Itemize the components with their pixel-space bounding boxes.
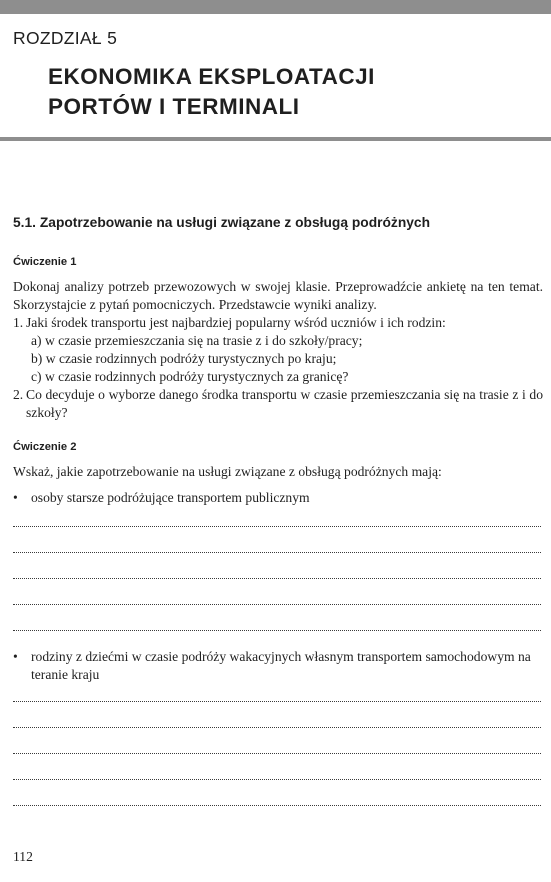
- answer-line[interactable]: [13, 552, 541, 553]
- exercise-1-heading: Ćwiczenie 1: [13, 256, 77, 268]
- answer-line[interactable]: [13, 779, 541, 780]
- answer-line[interactable]: [13, 701, 541, 702]
- bullet-item: [13, 489, 543, 507]
- chapter-title-line-2: PORTÓW I TERMINALI: [48, 94, 300, 119]
- top-decorative-bar: [0, 0, 551, 14]
- chapter-label: ROZDZIAŁ 5: [13, 28, 118, 48]
- question-number: 1.: [13, 315, 24, 330]
- chapter-divider: [0, 137, 551, 141]
- answer-line[interactable]: [13, 753, 541, 754]
- bullet-icon: •: [13, 490, 18, 505]
- sub-text: w czasie rodzinnych podróży turystycznych za granicę?: [44, 369, 349, 384]
- bullet-text: osoby starsze podróżujące transportem publicznym: [31, 490, 310, 505]
- bullet-text: rodziny z dziećmi w czasie podróży wakacyjnych własnym transportem samochodowym na teranie kraju: [31, 649, 531, 682]
- chapter-title: [48, 62, 375, 122]
- bullet-icon: •: [13, 649, 18, 664]
- sub-item: [26, 368, 543, 386]
- section-title: 5.1. Zapotrzebowanie na usługi związane z obsługą podróżnych: [13, 215, 431, 230]
- answer-line[interactable]: [13, 604, 541, 605]
- answer-line[interactable]: [13, 526, 541, 527]
- page-number: 112: [13, 849, 33, 864]
- exercise-1-body: [13, 278, 543, 422]
- sub-letter: c): [31, 369, 42, 384]
- answer-line[interactable]: [13, 578, 541, 579]
- answer-line[interactable]: [13, 630, 541, 631]
- exercise-2-intro: Wskaż, jakie zapotrzebowanie na usługi związane z obsługą podróżnych mają:: [13, 464, 442, 479]
- answer-line[interactable]: [13, 805, 541, 806]
- chapter-title-line-1: EKONOMIKA EKSPLOATACJI: [48, 64, 375, 89]
- question-number: 2.: [13, 387, 24, 402]
- question-item: [13, 314, 543, 386]
- sub-item: [26, 350, 543, 368]
- answer-line[interactable]: [13, 727, 541, 728]
- exercise-1-questions: [13, 314, 543, 422]
- question-text: Jaki środek transportu jest najbardziej popularny wśród uczniów i ich rodzin:: [26, 315, 446, 330]
- sub-letter: a): [31, 333, 42, 348]
- exercise-1-intro: Dokonaj analizy potrzeb przewozowych w swojej klasie. Przeprowadźcie ankietę na ten temat. Skorzystajcie z pytań pomocniczych. Przedstawcie wyniki analizy.: [13, 279, 543, 312]
- bullet-item: [13, 648, 543, 684]
- sub-text: w czasie przemieszczania się na trasie z i do szkoły/pracy;: [44, 333, 363, 348]
- sub-text: w czasie rodzinnych podróży turystycznych po kraju;: [45, 351, 337, 366]
- question-text: Co decyduje o wyborze danego środka transportu w czasie przemieszczania się na trasie z i do szkoły?: [26, 387, 543, 420]
- sub-item: [26, 332, 543, 350]
- sub-letter: b): [31, 351, 43, 366]
- question-item: [13, 386, 543, 422]
- exercise-2-heading: Ćwiczenie 2: [13, 441, 77, 453]
